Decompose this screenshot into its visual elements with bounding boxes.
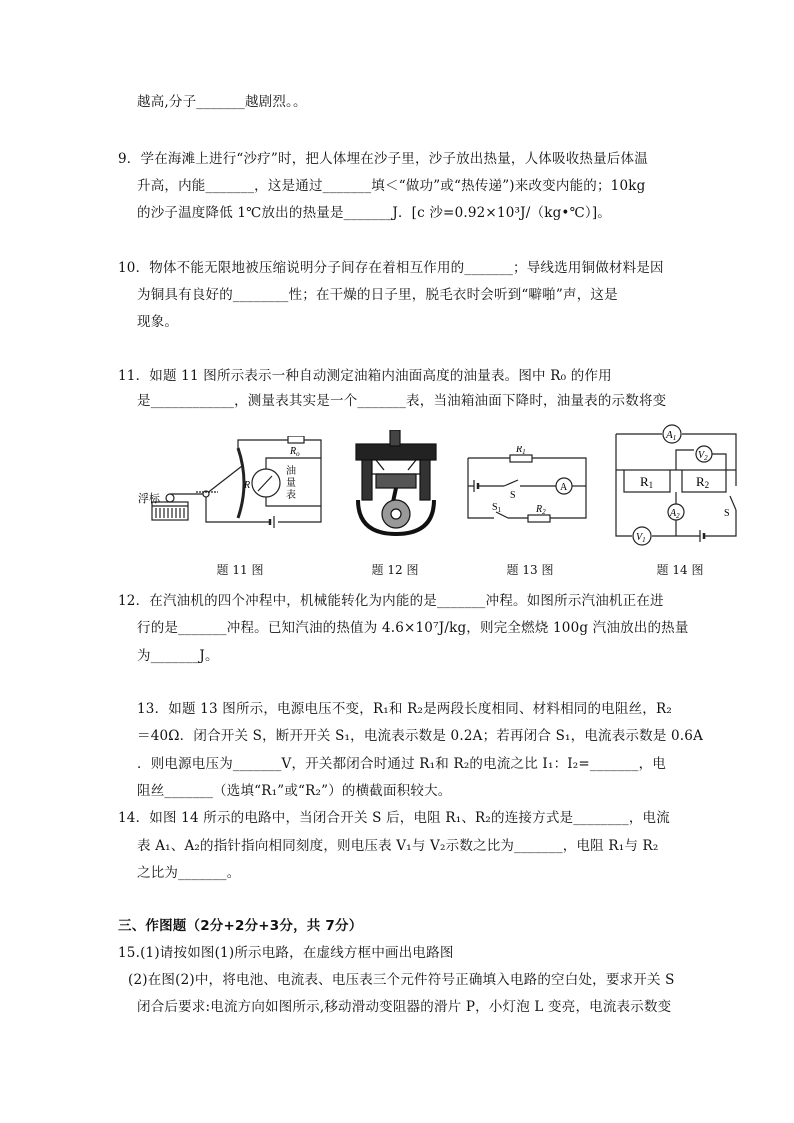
a1-subscript: 1 <box>672 434 677 442</box>
r0-label: R <box>290 446 297 457</box>
text-line: 表 A₁、A₂的指针指向相同刻度，则电压表 V₁与 V₂示数之比为_______，电阻 R₁与 R₂ <box>137 838 659 854</box>
r2-subscript: 2 <box>704 480 710 490</box>
caption-fig14: 题 14 图 <box>656 563 704 577</box>
text-line: 行的是_______冲程。已知汽油的热值为 4.6×10⁷J/kg，则完全燃烧 100g 汽油放出的热量 <box>137 620 689 636</box>
r2-label: R <box>696 474 705 489</box>
v2-label: V <box>698 450 705 461</box>
meter-label-2: 量 <box>286 478 296 489</box>
svg-text:S1 <box>492 502 502 514</box>
r1-label: R <box>640 474 649 489</box>
section-heading: 三、作图题（2分+2分+3分，共 7分） <box>118 918 363 934</box>
text-line: 现象。 <box>137 314 179 330</box>
svg-text:R2 <box>535 504 546 516</box>
text-line: 升高，内能_______，这是通过_______填＜“做功”或“热传递”)来改变内能的；10kg <box>137 178 646 194</box>
s-label: S <box>510 490 516 501</box>
text-line: 是____________，测量表其实是一个_______表，当油箱油面下降时，油量表的示数将变 <box>137 393 667 409</box>
v1-label: V <box>636 532 643 543</box>
text-line: 为_______J。 <box>137 648 219 664</box>
text-line: ．则电源电压为_______V，开关都闭合时通过 R₁和 R₂的电流之比 I₁：I₂=_______，电 <box>137 756 666 772</box>
question-13: 13．如题 13 图所示，电源电压不变，R₁和 R₂是两段长度相同、材料相同的电阻丝，R₂ <box>137 701 672 717</box>
meter-label-1: 油 <box>286 466 296 477</box>
r2-subscript: 2 <box>542 508 546 516</box>
caption-fig13: 题 13 图 <box>506 563 554 577</box>
question-15: 15.(1)请按如图(1)所示电路，在虚线方框中画出电路图 <box>118 945 454 961</box>
text-line: 越高,分子_______越剧烈。。 <box>137 94 307 110</box>
r1-subscript: 1 <box>522 448 526 456</box>
r1-label: R <box>516 446 523 455</box>
s1-subscript: 1 <box>497 506 502 514</box>
text-line: (2)在图(2)中，将电池、电流表、电压表三个元件符号正确填入电路的空白处，要求开关 S <box>128 972 675 988</box>
a2-label: A <box>670 508 677 519</box>
figure-13-circuit <box>464 446 592 526</box>
question-12: 12．在汽油机的四个冲程中，机械能转化为内能的是_______冲程。如图所示汽油机正在进 <box>118 593 664 609</box>
question-9: 9．学在海滩上进行“沙疗”时，把人体埋在沙子里，沙子放出热量，人体吸收热量后体温 <box>118 151 648 167</box>
v1-subscript: 1 <box>642 536 646 544</box>
float-label: 浮标 <box>138 493 160 505</box>
a2-subscript: 2 <box>676 512 680 520</box>
v2-subscript: 2 <box>704 454 708 462</box>
question-14: 14．如图 14 所示的电路中，当闭合开关 S 后，电阻 R₁、R₂的连接方式是________，电流 <box>118 810 670 826</box>
question-11: 11．如题 11 图所示表示一种自动测定油箱内油面高度的油量表。图中 R₀ 的作用 <box>118 368 612 384</box>
r-label: R <box>244 480 251 491</box>
figure-12-engine <box>352 430 440 538</box>
s1-label: S <box>492 502 498 513</box>
a1-label: A <box>666 429 673 441</box>
r0-subscript: o <box>296 450 300 458</box>
text-line: 为铜具有良好的________性；在干燥的日子里，脱毛衣时会听到“噼啪”声，这是 <box>137 287 618 303</box>
r1-subscript: 1 <box>648 480 654 490</box>
question-10: 10．物体不能无限地被压缩说明分子间存在着相互作用的_______；导线选用铜做材料是因 <box>118 260 664 276</box>
caption-fig12: 题 12 图 <box>371 563 419 577</box>
svg-text:R1 <box>515 446 526 456</box>
figure-11-oil-gauge <box>138 436 328 531</box>
text-line: 之比为_______。 <box>137 865 241 881</box>
text-line: 的沙子温度降低 1℃放出的热量是_______J．[c 沙=0.92×10³J/（kg•℃）]。 <box>137 205 611 221</box>
s-label: S <box>724 508 730 519</box>
caption-fig11: 题 11 图 <box>216 563 264 577</box>
meter-label-3: 表 <box>286 490 296 501</box>
ammeter-label: A <box>560 482 568 493</box>
svg-text:Ro <box>289 446 300 458</box>
text-line: 阻丝_______（选填“R₁”或“R₂”）的横截面积较大。 <box>137 783 452 799</box>
text-line: 闭合后要求:电流方向如图所示,移动滑动变阻器的滑片 P，小灯泡 L 变亮，电流表示数变 <box>137 999 672 1015</box>
r2-label: R <box>536 504 543 515</box>
text-line: ＝40Ω．闭合开关 S，断开开关 S₁，电流表示数是 0.2A；若再闭合 S₁，电流表示数是 0.6A <box>137 728 704 744</box>
figure-14-circuit <box>612 424 742 552</box>
